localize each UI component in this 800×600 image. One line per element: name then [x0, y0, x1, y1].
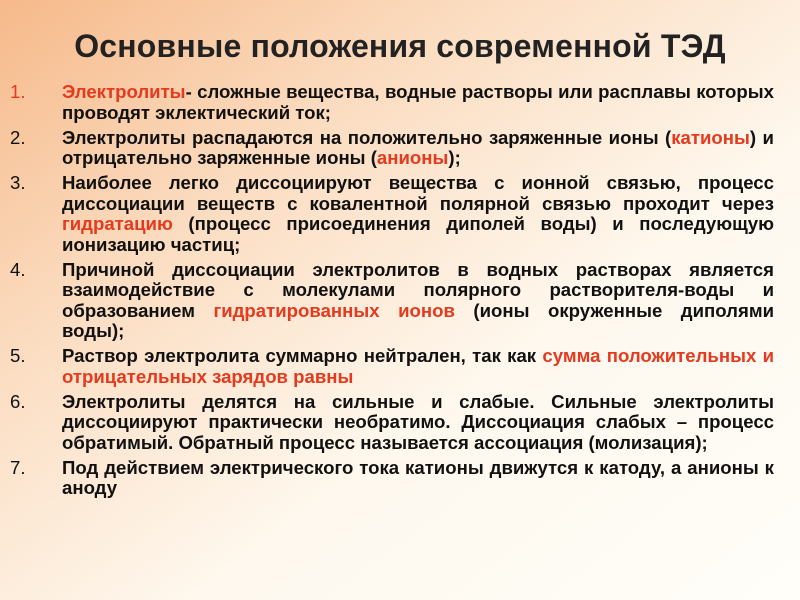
item-text: Электролиты распадаются на положительно заряженные ионы ( [62, 126, 672, 148]
item-text: ) и отрицательно заряженные ионы ( [62, 126, 774, 168]
item-text: Электролиты делятся на сильные и слабые. Сильные электролиты диссоциируют практически необратимо. Диссоциация слабых – процесс обратимый. Обратный процесс называется ассоциация (молизация); [62, 390, 774, 453]
highlighted-term: гидратацию [62, 213, 173, 234]
highlighted-term: гидратированных ионов [213, 299, 455, 321]
item-number: 3. [10, 172, 26, 193]
highlighted-term: сумма положительных и отрицательных зарядов равны [62, 345, 774, 387]
item-text: ); [448, 147, 461, 168]
highlighted-term: Электролиты [62, 81, 186, 102]
item-number: 7. [10, 456, 26, 478]
principles-list [0, 82, 800, 503]
item-text: Причиной диссоциации электролитов в водных растворах является взаимодействие с молекулами полярного растворителя-воды и образованием [62, 258, 774, 321]
item-number: 6. [10, 390, 26, 412]
highlighted-term: анионы [376, 147, 449, 168]
item-number: 4. [10, 258, 26, 280]
item-text: (процесс присоединения диполей воды) и последующую ионизацию частиц; [62, 213, 774, 255]
item-text: - сложные вещества, водные растворы или расплавы которых проводят эклектический ток; [62, 81, 774, 123]
item-text: (ионы окруженные диполями воды); [62, 299, 775, 341]
item-text: Под действием электрического тока катионы движутся к катоду, а анионы к аноду [62, 456, 774, 498]
item-number: 5. [10, 345, 26, 366]
item-number: 1. [10, 81, 26, 102]
list-item-5 [0, 346, 800, 387]
item-number: 2. [10, 126, 26, 148]
list-item-4 [0, 260, 800, 342]
list-item-1 [0, 82, 800, 123]
list-item-2 [0, 128, 800, 169]
list-item-7 [0, 458, 800, 499]
highlighted-term: катионы [671, 126, 750, 148]
item-text: Наиболее легко диссоциируют вещества с ионной связью, процесс диссоциации веществ с ковалентной полярной связью проходит через [62, 172, 774, 214]
list-item-6 [0, 392, 800, 454]
item-text: Раствор электролита суммарно нейтрален, так как [62, 345, 543, 366]
slide-title: Основные положения современной ТЭД [74, 28, 726, 64]
list-item-3 [0, 173, 800, 255]
